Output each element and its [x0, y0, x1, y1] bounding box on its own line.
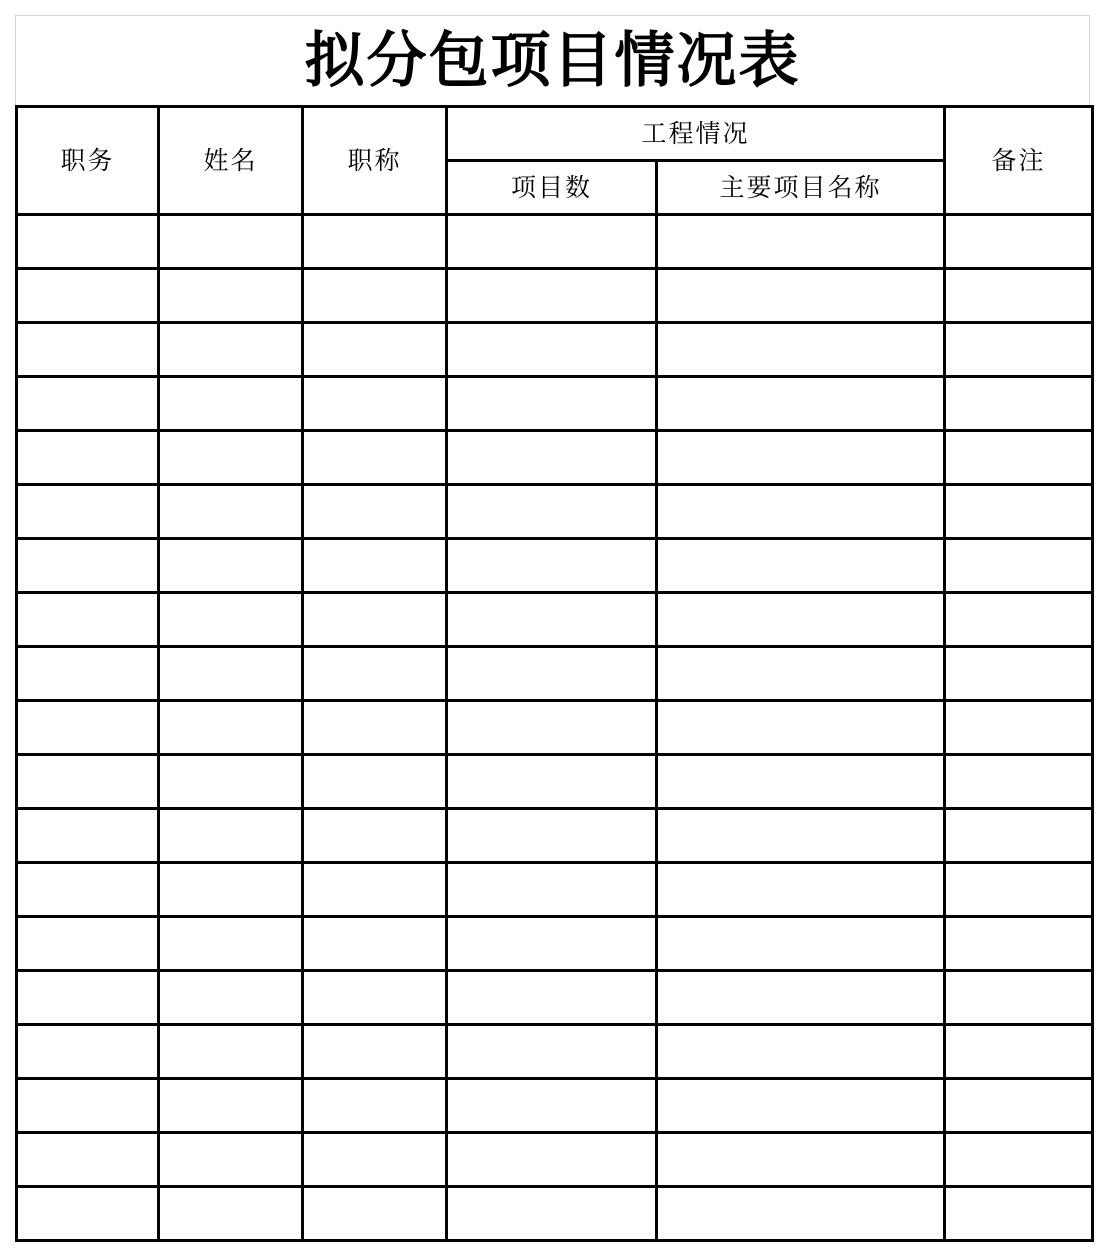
cell-position[interactable] — [17, 755, 159, 809]
table-row — [17, 971, 1093, 1025]
table-row — [17, 647, 1093, 701]
cell-name[interactable] — [159, 1133, 303, 1187]
table-row — [17, 701, 1093, 755]
table-row — [17, 863, 1093, 917]
cell-job-title[interactable] — [303, 701, 447, 755]
table-row — [17, 431, 1093, 485]
table-row — [17, 1079, 1093, 1133]
cell-main-projects[interactable] — [657, 917, 945, 971]
cell-project-count[interactable] — [447, 1187, 657, 1241]
cell-job-title[interactable] — [303, 971, 447, 1025]
cell-position[interactable] — [17, 1025, 159, 1079]
table-row — [17, 917, 1093, 971]
header-project-count: 项目数 — [447, 161, 657, 215]
cell-name[interactable] — [159, 1187, 303, 1241]
header-row-1 — [17, 107, 1093, 161]
cell-main-projects[interactable] — [657, 647, 945, 701]
cell-main-projects[interactable] — [657, 1187, 945, 1241]
header-remarks: 备注 — [945, 107, 1093, 215]
cell-project-count[interactable] — [447, 215, 657, 269]
cell-remarks[interactable] — [945, 1133, 1093, 1187]
cell-project-count[interactable] — [447, 863, 657, 917]
cell-name[interactable] — [159, 593, 303, 647]
cell-main-projects[interactable] — [657, 323, 945, 377]
cell-remarks[interactable] — [945, 1079, 1093, 1133]
cell-remarks[interactable] — [945, 647, 1093, 701]
cell-remarks[interactable] — [945, 863, 1093, 917]
cell-position[interactable] — [17, 377, 159, 431]
table-row — [17, 323, 1093, 377]
table-row — [17, 1187, 1093, 1241]
page-title: 拟分包项目情况表 — [304, 25, 801, 96]
cell-position[interactable] — [17, 539, 159, 593]
cell-name[interactable] — [159, 755, 303, 809]
cell-position[interactable] — [17, 323, 159, 377]
cell-name[interactable] — [159, 1025, 303, 1079]
cell-remarks[interactable] — [945, 269, 1093, 323]
cell-job-title[interactable] — [303, 917, 447, 971]
cell-job-title[interactable] — [303, 485, 447, 539]
cell-project-count[interactable] — [447, 269, 657, 323]
cell-remarks[interactable] — [945, 539, 1093, 593]
cell-position[interactable] — [17, 971, 159, 1025]
header-main-projects: 主要项目名称 — [657, 161, 945, 215]
cell-position[interactable] — [17, 917, 159, 971]
cell-remarks[interactable] — [945, 1025, 1093, 1079]
cell-main-projects[interactable] — [657, 809, 945, 863]
cell-job-title[interactable] — [303, 863, 447, 917]
cell-position[interactable] — [17, 215, 159, 269]
cell-job-title[interactable] — [303, 323, 447, 377]
cell-project-count[interactable] — [447, 377, 657, 431]
header-project-info: 工程情况 — [447, 107, 945, 161]
cell-job-title[interactable] — [303, 1187, 447, 1241]
cell-project-count[interactable] — [447, 971, 657, 1025]
cell-name[interactable] — [159, 269, 303, 323]
table-row — [17, 215, 1093, 269]
cell-main-projects[interactable] — [657, 701, 945, 755]
cell-name[interactable] — [159, 431, 303, 485]
cell-position[interactable] — [17, 1133, 159, 1187]
cell-main-projects[interactable] — [657, 1079, 945, 1133]
cell-project-count[interactable] — [447, 485, 657, 539]
cell-project-count[interactable] — [447, 755, 657, 809]
cell-name[interactable] — [159, 701, 303, 755]
cell-main-projects[interactable] — [657, 539, 945, 593]
cell-name[interactable] — [159, 1079, 303, 1133]
cell-project-count[interactable] — [447, 431, 657, 485]
cell-project-count[interactable] — [447, 809, 657, 863]
cell-project-count[interactable] — [447, 647, 657, 701]
cell-name[interactable] — [159, 485, 303, 539]
cell-remarks[interactable] — [945, 431, 1093, 485]
cell-remarks[interactable] — [945, 971, 1093, 1025]
cell-project-count[interactable] — [447, 539, 657, 593]
cell-remarks[interactable] — [945, 377, 1093, 431]
cell-remarks[interactable] — [945, 917, 1093, 971]
table-row — [17, 593, 1093, 647]
title-area — [15, 15, 1090, 105]
cell-job-title[interactable] — [303, 1079, 447, 1133]
cell-position[interactable] — [17, 809, 159, 863]
cell-job-title[interactable] — [303, 1133, 447, 1187]
table-row — [17, 1133, 1093, 1187]
cell-project-count[interactable] — [447, 1025, 657, 1079]
cell-job-title[interactable] — [303, 431, 447, 485]
table-row — [17, 269, 1093, 323]
cell-remarks[interactable] — [945, 593, 1093, 647]
project-table — [15, 105, 1094, 1242]
cell-name[interactable] — [159, 809, 303, 863]
cell-remarks[interactable] — [945, 701, 1093, 755]
cell-name[interactable] — [159, 971, 303, 1025]
cell-remarks[interactable] — [945, 323, 1093, 377]
cell-position[interactable] — [17, 431, 159, 485]
table-row — [17, 1025, 1093, 1079]
cell-job-title[interactable] — [303, 539, 447, 593]
cell-project-count[interactable] — [447, 1133, 657, 1187]
cell-project-count[interactable] — [447, 323, 657, 377]
cell-job-title[interactable] — [303, 809, 447, 863]
cell-remarks[interactable] — [945, 809, 1093, 863]
cell-remarks[interactable] — [945, 485, 1093, 539]
cell-project-count[interactable] — [447, 1079, 657, 1133]
cell-position[interactable] — [17, 701, 159, 755]
cell-position[interactable] — [17, 593, 159, 647]
cell-main-projects[interactable] — [657, 377, 945, 431]
header-name: 姓名 — [159, 107, 303, 215]
cell-position[interactable] — [17, 863, 159, 917]
cell-name[interactable] — [159, 539, 303, 593]
cell-main-projects[interactable] — [657, 593, 945, 647]
cell-job-title[interactable] — [303, 647, 447, 701]
cell-job-title[interactable] — [303, 215, 447, 269]
cell-job-title[interactable] — [303, 755, 447, 809]
cell-position[interactable] — [17, 269, 159, 323]
cell-main-projects[interactable] — [657, 971, 945, 1025]
cell-remarks[interactable] — [945, 755, 1093, 809]
cell-name[interactable] — [159, 647, 303, 701]
cell-position[interactable] — [17, 1079, 159, 1133]
cell-job-title[interactable] — [303, 1025, 447, 1079]
cell-main-projects[interactable] — [657, 1133, 945, 1187]
table-row — [17, 809, 1093, 863]
cell-position[interactable] — [17, 1187, 159, 1241]
table-row — [17, 485, 1093, 539]
cell-position[interactable] — [17, 485, 159, 539]
cell-name[interactable] — [159, 215, 303, 269]
header-job-title: 职称 — [303, 107, 447, 215]
cell-job-title[interactable] — [303, 269, 447, 323]
cell-main-projects[interactable] — [657, 485, 945, 539]
cell-project-count[interactable] — [447, 593, 657, 647]
cell-project-count[interactable] — [447, 917, 657, 971]
cell-name[interactable] — [159, 377, 303, 431]
cell-main-projects[interactable] — [657, 269, 945, 323]
cell-main-projects[interactable] — [657, 863, 945, 917]
cell-name[interactable] — [159, 323, 303, 377]
cell-job-title[interactable] — [303, 593, 447, 647]
cell-name[interactable] — [159, 917, 303, 971]
cell-main-projects[interactable] — [657, 755, 945, 809]
cell-project-count[interactable] — [447, 701, 657, 755]
cell-position[interactable] — [17, 647, 159, 701]
cell-main-projects[interactable] — [657, 431, 945, 485]
cell-remarks[interactable] — [945, 215, 1093, 269]
table-row — [17, 377, 1093, 431]
cell-main-projects[interactable] — [657, 215, 945, 269]
cell-remarks[interactable] — [945, 1187, 1093, 1241]
header-position: 职务 — [17, 107, 159, 215]
cell-main-projects[interactable] — [657, 1025, 945, 1079]
table-row — [17, 539, 1093, 593]
cell-name[interactable] — [159, 863, 303, 917]
table-row — [17, 755, 1093, 809]
cell-job-title[interactable] — [303, 377, 447, 431]
